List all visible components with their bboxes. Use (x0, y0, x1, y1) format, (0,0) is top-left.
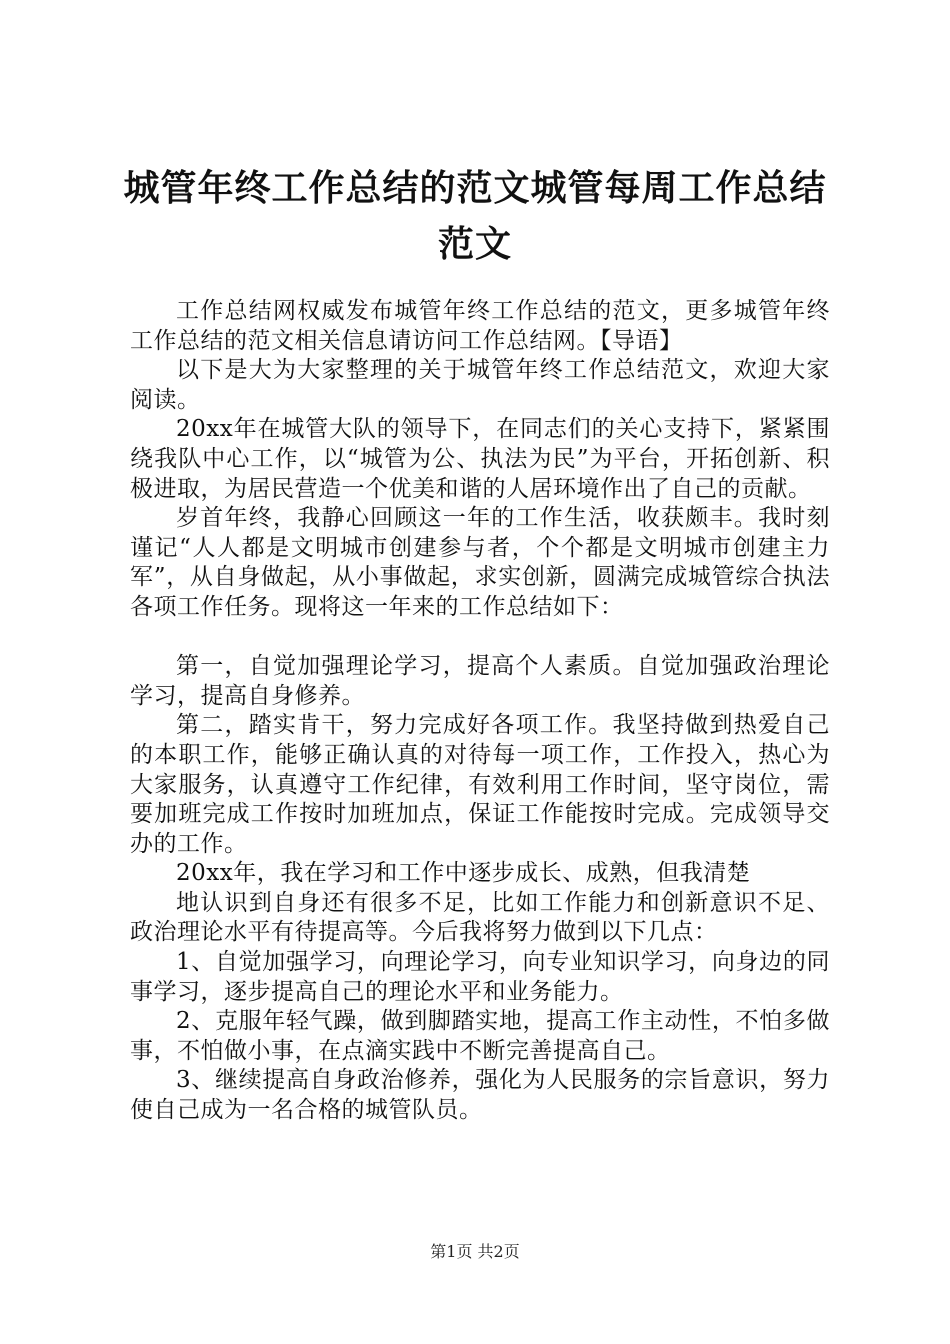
page-footer: 第1页 共2页 (430, 1242, 520, 1261)
paragraph-intro: 工作总结网权威发布城管年终工作总结的范文，更多城管年终工作总结的范文相关信息请访问工作总结网。【导语】 (130, 298, 830, 354)
paragraph-item-3: 3、继续提高自身政治修养，强化为人民服务的宗旨意识，努力使自己成为一名合格的城管队员。 (130, 1067, 830, 1124)
paragraph-item-1: 1、自觉加强学习，向理论学习，向专业知识学习，向身边的同事学习，逐步提高自己的理论水平和业务能力。 (130, 949, 830, 1005)
blank-line (130, 623, 830, 653)
document-body (130, 297, 830, 1126)
paragraph-point-one: 第一，自觉加强理论学习，提高个人素质。自觉加强政治理论学习，提高自身修养。 (130, 653, 830, 709)
paragraph-item-2: 2、克服年轻气躁，做到脚踏实地，提高工作主动性，不怕多做事，不怕做小事，在点滴实践中不断完善提高自己。 (130, 1008, 830, 1064)
document-title: 城管年终工作总结的范文城管每周工作总结范文 (123, 167, 827, 265)
paragraph-shortcomings: 地认识到自身还有很多不足，比如工作能力和创新意识不足、政治理论水平有待提高等。今后我将努力做到以下几点： (130, 889, 830, 946)
paragraph-growth: 20xx年，我在学习和工作中逐步成长、成熟，但我清楚 (176, 860, 751, 887)
paragraph-point-two: 第二，踏实肯干，努力完成好各项工作。我坚持做到热爱自己的本职工作，能够正确认真的对待每一项工作，工作投入，热心为大家服务，认真遵守工作纪律，有效利用工作时间，坚守岗位，需要加班完成工作按时加班加点，保证工作能按时完成。完成领导交办的工作。 (130, 712, 830, 857)
paragraph-year-summary: 20xx年在城管大队的领导下，在同志们的关心支持下，紧紧围绕我队中心工作，以“城管为公、执法为民”为平台，开拓创新、积极进取，为居民营造一个优美和谐的人居环境作出了自己的贡献。 (130, 416, 830, 502)
paragraph-welcome: 以下是大为大家整理的关于城管年终工作总结范文，欢迎大家阅读。 (130, 357, 830, 413)
paragraph-review: 岁首年终，我静心回顾这一年的工作生活，收获颇丰。我时刻谨记“人人都是文明城市创建参与者，个个都是文明城市创建主力军”，从自身做起，从小事做起，求实创新，圆满完成城管综合执法各项工作任务。现将这一年来的工作总结如下： (130, 505, 830, 620)
